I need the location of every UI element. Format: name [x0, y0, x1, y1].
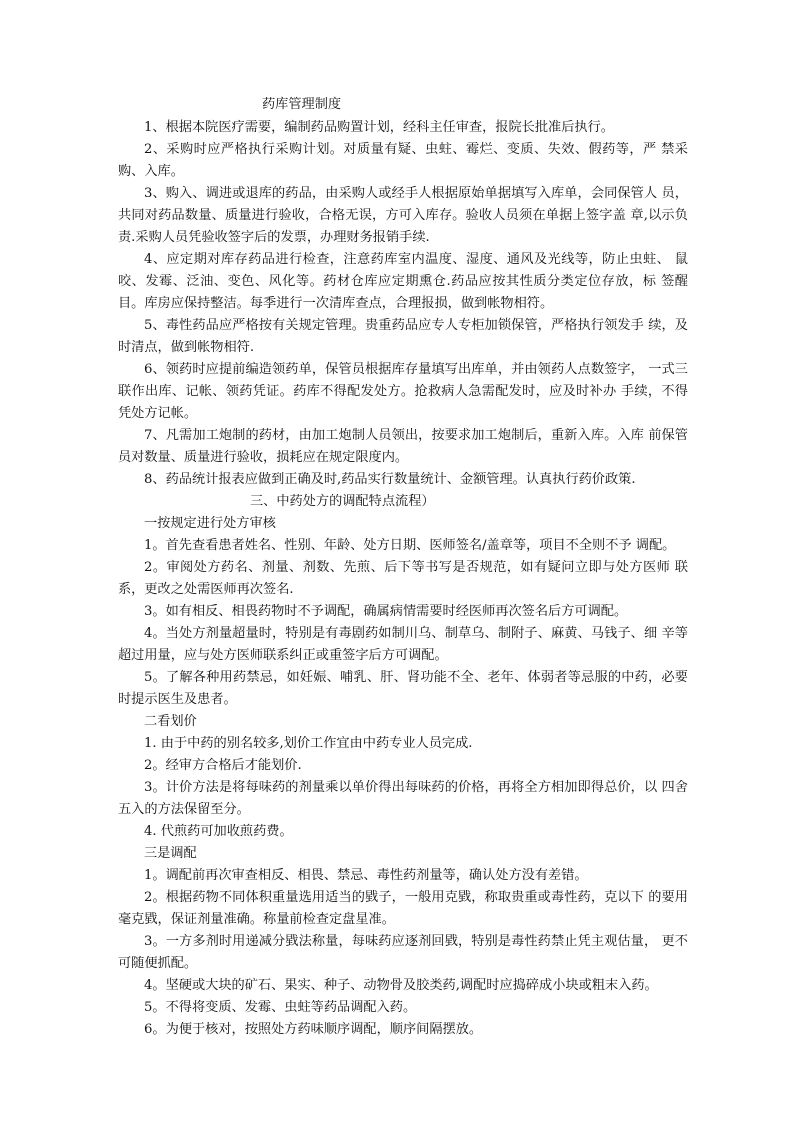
rule-paragraph: 7、凡需加工炮制的药材，由加工炮制人员领出，按要求加工炮制后，重新入库。入库 前保管员对数量、质量进行验收，损耗应在规定限度内。: [118, 428, 688, 465]
section-item: 3。如有相反、相畏药物时不予调配，确属病情需要时经医师再次签名后方可调配。: [144, 604, 628, 619]
section-item: 5。了解各种用药禁忌，如妊娠、哺乳、肝、肾功能不全、老年、体弱者等忌服的中药，必要时提示医生及患者。: [118, 670, 688, 707]
section-review: [118, 513, 688, 711]
section-item: 3。计价方法是将每味药的剂量乘以单价得出每味药的价格，再将全方相加即得总价，以 四舍五入的方法保留至分。: [118, 780, 688, 817]
rule-paragraph: 8、药品统计报表应做到正确及时,药品实行数量统计、金额管理。认真执行药价政策.: [144, 472, 636, 487]
section-dispensing: [118, 843, 688, 1041]
section-item: 5。不得将变质、发霉、虫蛀等药品调配入药。: [144, 1000, 417, 1015]
section-item: 4。当处方剂量超量时，特别是有毒剧药如制川乌、制草乌、制附子、麻黄、马钱子、细 辛等超过用量，应与处方医师联系纠正或重签字后方可调配。: [118, 626, 688, 663]
document-title: 药库管理制度: [262, 97, 342, 112]
section-heading: 二看划价: [144, 714, 197, 729]
rule-paragraph: 5、毒性药品应严格按有关规定管理。贵重药品应专人专柜加锁保管，严格执行领发手 续，及时清点，做到帐物相符.: [118, 318, 688, 355]
rule-paragraph: 4、应定期对库存药品进行检查，注意药库室内温度、湿度、通风及光线等，防止虫蛀、 鼠咬、发霉、泛油、变色、风化等。药材仓库应定期熏仓.药品应按其性质分类定位存放，标 签醒目。库房应保持整洁。每季进行一次清库查点，合理报损，做到帐物相符。: [118, 252, 688, 311]
section-item: 2。经审方合格后才能划价.: [144, 758, 302, 773]
section-item: 1. 由于中药的别名较多,划价工作宜由中药专业人员完成.: [144, 736, 473, 751]
section-item: 2。审阅处方药名、剂量、剂数、先煎、后下等书写是否规范，如有疑问立即与处方医师 联系，更改之处需医师再次签名.: [118, 560, 688, 597]
rules-list: [118, 117, 688, 491]
section-item: 1。首先查看患者姓名、性别、年龄、处方日期、医师签名/盖章等，项目不全则不予 调配。: [144, 538, 676, 553]
section-item: 4。坚硬或大块的矿石、果实、种子、动物骨及胶类药,调配时应捣碎成小块或粗末入药。: [144, 978, 658, 993]
rule-paragraph: 1、根据本院医疗需要，编制药品购置计划，经科主任审查，报院长批准后执行。: [144, 120, 614, 135]
section-item: 6。为便于核对，按照处方药味顺序调配，顺序间隔摆放。: [144, 1022, 483, 1037]
section-item: 3。一方多剂时用递减分戥法称量，每味药应逐剂回戥，特别是毒性药禁止凭主观估量， 更不可随便抓配。: [118, 934, 688, 971]
document-page: [118, 94, 688, 1041]
section-item: 4. 代煎药可加收煎药费。: [144, 824, 293, 839]
section-item: 2。根据药物不同体积重量选用适当的戥子，一般用克戥，称取贵重或毒性药，克以下 的要用毫克戥，保证剂量准确。称量前检查定盘星准。: [118, 890, 688, 927]
rule-paragraph: 6、领药时应提前编造领药单，保管员根据库存量填写出库单，并由领药人点数签字， 一式三联作出库、记帐、领药凭证。药库不得配发处方。抢救病人急需配发时，应及时补办 手续，不得凭处方记帐。: [118, 362, 688, 421]
section-heading: 一按规定进行处方审核: [144, 516, 276, 531]
section-pricing: [118, 711, 688, 843]
rule-paragraph: 2、采购时应严格执行采购计划。对质量有疑、虫蛀、霉烂、变质、失效、假药等，严 禁采购、入库。: [118, 142, 688, 179]
section-heading: 三是调配: [144, 846, 197, 861]
rule-paragraph: 3、购入、调进或退库的药品，由采购人或经手人根据原始单据填写入库单，会同保管人 员，共同对药品数量、质量进行验收，合格无误，方可入库存。验收人员须在单据上签字盖 章,以示负责.采购人员凭验收签字后的发票，办理财务报销手续.: [118, 186, 688, 245]
section-item: 1。调配前再次审查相反、相畏、禁忌、毒性药剂量等，确认处方没有差错。: [144, 868, 588, 883]
section-title: 三、中药处方的调配特点流程）: [250, 494, 435, 509]
